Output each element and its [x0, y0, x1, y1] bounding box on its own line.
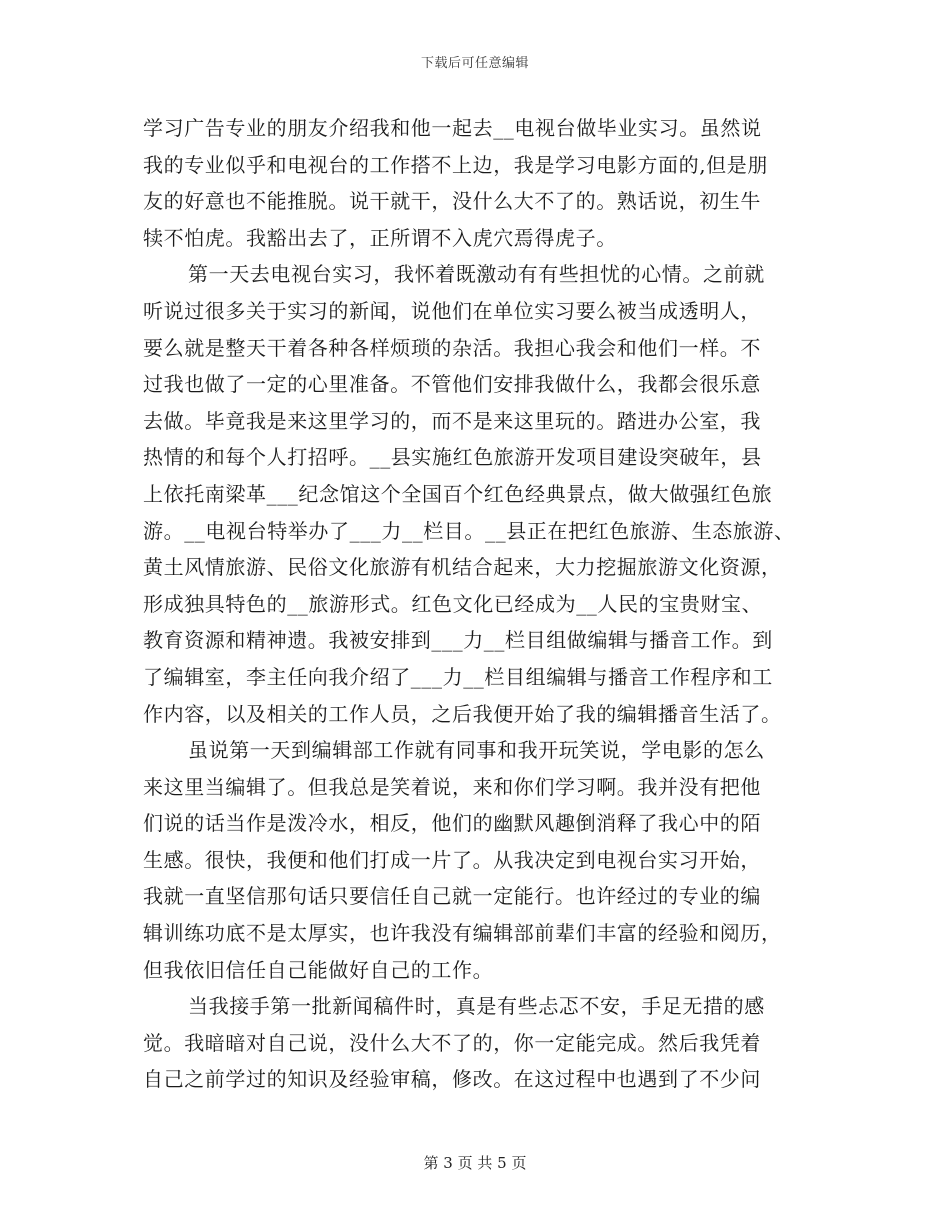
text-line: 们说的话当作是泼冷水，相反，他们的幽默风趣倒消释了我心中的陌: [143, 811, 761, 836]
text-line: 友的好意也不能推脱。说干就干，没什么大不了的。熟话说，初生牛: [143, 189, 761, 214]
text-line: 去做。毕竟我是来这里学习的，而不是来这里玩的。踏进办公室，我: [143, 408, 761, 433]
text-line: 我就一直坚信那句话只要信任自己就一定能行。也许经过的专业的编: [143, 884, 761, 909]
document-body: [143, 110, 823, 1098]
text-line: 辑训练功底不是太厚实，也许我没有编辑部前辈们丰富的经验和阅历，: [143, 921, 782, 946]
text-line: 当我接手第一批新闻稿件时，真是有些忐忑不安，手足无措的感: [188, 994, 765, 1019]
text-line: 虽说第一天到编辑部工作就有同事和我开玩笑说，学电影的怎么: [188, 738, 765, 763]
text-line: 来这里当编辑了。但我总是笑着说，来和你们学习啊。我并没有把他: [143, 774, 761, 799]
text-line: 要么就是整天干着各种各样烦琐的杂活。我担心我会和他们一样。不: [143, 335, 761, 360]
text-line: 了编辑室，李主任向我介绍了___力__栏目组编辑与播音工作程序和工: [143, 664, 773, 689]
text-line: 自己之前学过的知识及经验审稿，修改。在这过程中也遇到了不少问: [143, 1067, 761, 1092]
text-line: 听说过很多关于实习的新闻，说他们在单位实习要么被当成透明人，: [143, 298, 761, 323]
text-line: 犊不怕虎。我豁出去了，正所谓不入虎穴焉得虎子。: [143, 225, 617, 250]
text-line: 过我也做了一定的心里准备。不管他们安排我做什么，我都会很乐意: [143, 372, 761, 397]
text-line: 觉。我暗暗对自己说，没什么大不了的，你一定能完成。然后我凭着: [143, 1030, 761, 1055]
text-line: 第一天去电视台实习，我怀着既激动有有些担忧的心情。之前就: [188, 262, 765, 287]
text-line: 但我依旧信任自己能做好自己的工作。: [143, 957, 494, 982]
text-line: 作内容，以及相关的工作人员，之后我便开始了我的编辑播音生活了。: [143, 701, 782, 726]
text-line: 生感。很快，我便和他们打成一片了。从我决定到电视台实习开始，: [143, 847, 761, 872]
text-line: 上依托南梁革___纪念馆这个全国百个红色经典景点，做大做强红色旅: [143, 481, 773, 506]
text-line: 热情的和每个人打招呼。__县实施红色旅游开发项目建设突破年，县: [143, 445, 762, 470]
text-line: 形成独具特色的__旅游形式。红色文化已经成为__人民的宝贵财宝、: [143, 591, 763, 616]
text-line: 游。__电视台特举办了___力__栏目。__县正在把红色旅游、生态旅游、: [143, 518, 795, 543]
text-line: 黄土风情旅游、民俗文化旅游有机结合起来，大力挖掘旅游文化资源，: [143, 555, 782, 580]
text-line: 我的专业似乎和电视台的工作搭不上边，我是学习电影方面的,但是朋: [143, 152, 768, 177]
page-number-footer: 第 3 页 共 5 页: [423, 1154, 527, 1172]
page-header: 下载后可任意编辑: [420, 56, 529, 71]
text-line: 学习广告专业的朋友介绍我和他一起去__电视台做毕业实习。虽然说: [143, 116, 762, 140]
text-line: 教育资源和精神遗。我被安排到___力__栏目组做编辑与播音工作。到: [143, 628, 773, 653]
